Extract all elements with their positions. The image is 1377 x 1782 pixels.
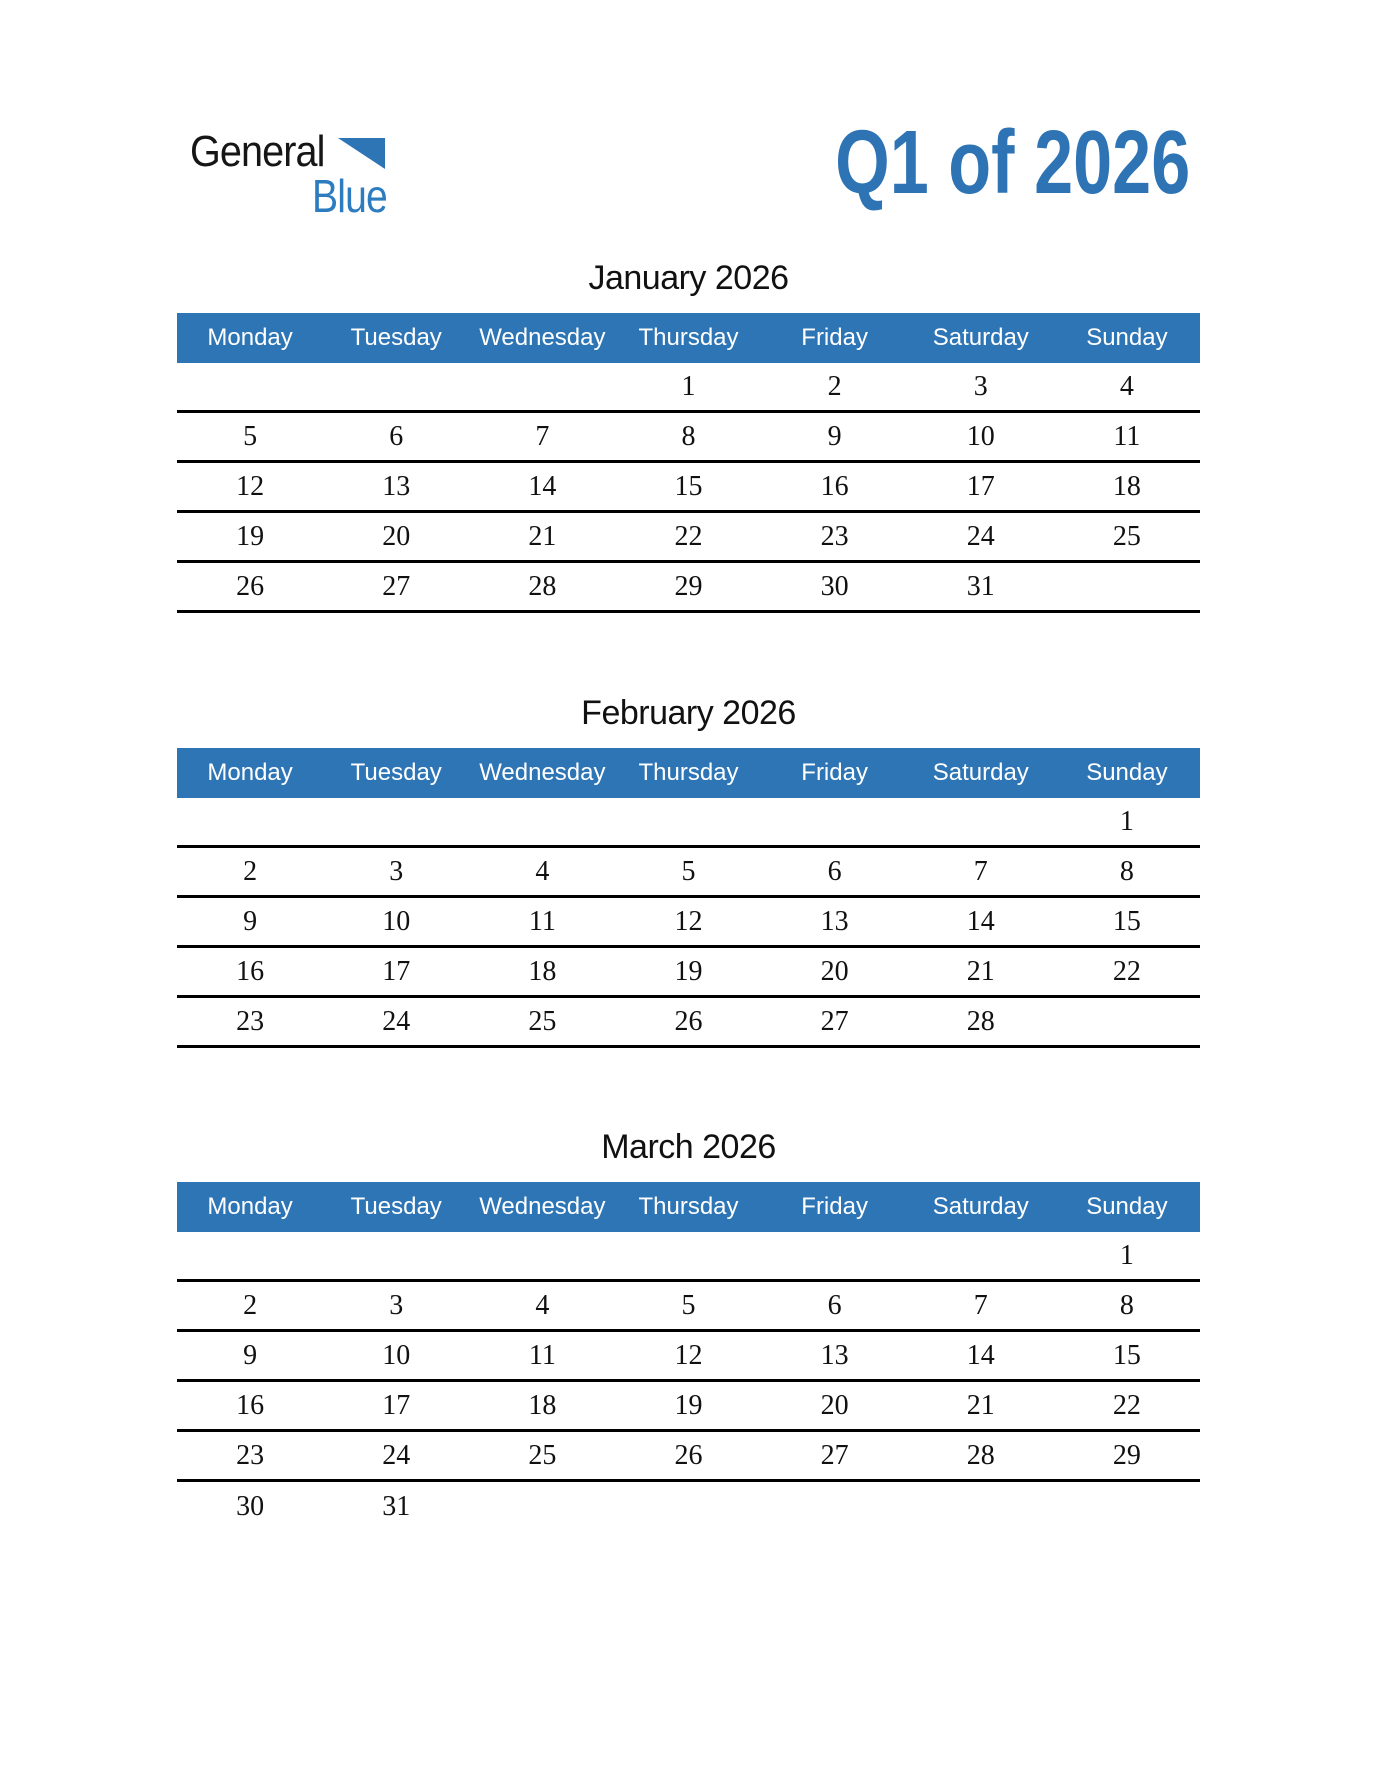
general-blue-logo <box>190 127 387 222</box>
week-row <box>177 1382 1200 1432</box>
date-cell: 4 <box>1119 370 1134 402</box>
date-cell: 30 <box>820 570 849 602</box>
date-cell: 14 <box>966 905 995 937</box>
weekday-label: Tuesday <box>350 324 442 351</box>
date-cell: 27 <box>820 1439 849 1471</box>
month-title: February 2026 <box>581 694 796 732</box>
date-cell: 14 <box>966 1339 995 1371</box>
week-row <box>177 898 1200 948</box>
date-cell: 11 <box>1113 420 1141 452</box>
date-cell: 7 <box>973 1289 988 1321</box>
date-cell: 21 <box>528 520 557 552</box>
weekday-label: Monday <box>207 1193 293 1220</box>
date-cell: 27 <box>820 1005 849 1037</box>
date-cell: 16 <box>236 955 265 987</box>
date-cell: 26 <box>674 1439 703 1471</box>
date-cell: 14 <box>528 470 557 502</box>
weekday-label: Saturday <box>932 1193 1029 1220</box>
weekday-label: Sunday <box>1086 1193 1168 1220</box>
date-cell: 15 <box>1112 1339 1141 1371</box>
date-cell: 17 <box>382 955 411 987</box>
weekday-header <box>177 313 1200 363</box>
blue-triangle-icon <box>338 138 385 169</box>
weekday-label: Saturday <box>932 324 1029 351</box>
date-cell: 17 <box>966 470 995 502</box>
date-cell: 29 <box>674 570 703 602</box>
week-row <box>177 998 1200 1048</box>
week-row <box>177 1432 1200 1482</box>
date-cell: 20 <box>820 1389 849 1421</box>
date-cell: 28 <box>528 570 557 602</box>
week-row <box>177 463 1200 513</box>
date-cell: 29 <box>1112 1439 1141 1471</box>
date-cell: 22 <box>1112 955 1141 987</box>
week-row <box>177 1482 1200 1532</box>
weekday-header <box>177 1182 1200 1232</box>
date-cell: 21 <box>966 1389 995 1421</box>
date-cell: 10 <box>382 905 411 937</box>
date-cell: 17 <box>382 1389 411 1421</box>
date-cell: 2 <box>243 855 258 887</box>
weekday-label: Wednesday <box>479 324 606 351</box>
week-row <box>177 1232 1200 1282</box>
date-cell: 15 <box>1112 905 1141 937</box>
date-cell: 15 <box>674 470 703 502</box>
date-cell: 8 <box>681 420 696 452</box>
date-cell: 19 <box>674 1389 703 1421</box>
weekday-label: Saturday <box>932 759 1029 786</box>
date-cell: 9 <box>827 420 842 452</box>
date-grid <box>177 798 1200 1048</box>
date-cell: 30 <box>236 1491 265 1522</box>
date-cell: 18 <box>528 1389 557 1421</box>
date-cell: 31 <box>966 570 995 602</box>
week-row <box>177 413 1200 463</box>
date-cell: 4 <box>535 855 550 887</box>
weekday-label: Thursday <box>638 1193 739 1220</box>
month-title: March 2026 <box>601 1128 776 1166</box>
date-cell: 26 <box>236 570 265 602</box>
date-cell: 5 <box>681 1289 696 1321</box>
date-cell: 21 <box>966 955 995 987</box>
month-section-march <box>177 1127 1200 1532</box>
weekday-label: Monday <box>207 324 293 351</box>
date-cell: 28 <box>966 1439 995 1471</box>
weekday-label: Monday <box>207 759 293 786</box>
date-cell: 1 <box>1119 805 1134 837</box>
date-cell: 23 <box>236 1439 265 1471</box>
date-cell: 2 <box>827 370 842 402</box>
week-row <box>177 948 1200 998</box>
weekday-label: Friday <box>801 324 868 351</box>
date-cell: 16 <box>236 1389 265 1421</box>
date-cell: 13 <box>820 1339 849 1371</box>
week-row <box>177 513 1200 563</box>
date-cell: 2 <box>243 1289 258 1321</box>
quarter-title: Q1 of 2026 <box>834 113 1190 213</box>
weekday-label: Friday <box>801 759 868 786</box>
date-cell: 11 <box>528 905 556 937</box>
date-cell: 19 <box>674 955 703 987</box>
date-cell: 27 <box>382 570 411 602</box>
date-cell: 18 <box>528 955 557 987</box>
date-grid <box>177 1232 1200 1532</box>
week-row <box>177 363 1200 413</box>
date-cell: 24 <box>966 520 995 552</box>
date-cell: 26 <box>674 1005 703 1037</box>
date-cell: 9 <box>243 1339 258 1371</box>
date-cell: 5 <box>681 855 696 887</box>
date-cell: 5 <box>243 420 258 452</box>
date-cell: 23 <box>236 1005 265 1037</box>
date-cell: 25 <box>528 1005 557 1037</box>
date-cell: 13 <box>382 470 411 502</box>
date-cell: 3 <box>973 370 988 402</box>
date-cell: 10 <box>966 420 995 452</box>
month-section-february <box>177 693 1200 1048</box>
weekday-label: Wednesday <box>479 759 606 786</box>
weekday-label: Thursday <box>638 759 739 786</box>
date-cell: 3 <box>389 1289 404 1321</box>
week-row <box>177 1282 1200 1332</box>
date-cell: 8 <box>1119 855 1134 887</box>
date-cell: 13 <box>820 905 849 937</box>
date-cell: 31 <box>382 1491 411 1522</box>
weekday-label: Tuesday <box>350 759 442 786</box>
date-cell: 25 <box>1112 520 1141 552</box>
date-cell: 23 <box>820 520 849 552</box>
date-cell: 11 <box>528 1339 556 1371</box>
week-row <box>177 798 1200 848</box>
month-title: January 2026 <box>588 259 789 297</box>
date-cell: 18 <box>1112 470 1141 502</box>
date-cell: 16 <box>820 470 849 502</box>
date-cell: 7 <box>973 855 988 887</box>
weekday-label: Friday <box>801 1193 868 1220</box>
date-cell: 12 <box>236 470 265 502</box>
date-cell: 9 <box>243 905 258 937</box>
date-cell: 7 <box>535 420 550 452</box>
date-cell: 1 <box>681 370 696 402</box>
date-cell: 20 <box>382 520 411 552</box>
logo-text-blue: Blue <box>312 170 387 222</box>
date-cell: 6 <box>389 420 404 452</box>
month-section-january <box>177 258 1200 613</box>
date-cell: 25 <box>528 1439 557 1471</box>
date-cell: 24 <box>382 1005 411 1037</box>
weekday-label: Tuesday <box>350 1193 442 1220</box>
date-cell: 22 <box>674 520 703 552</box>
date-cell: 28 <box>966 1005 995 1037</box>
date-cell: 12 <box>674 1339 703 1371</box>
logo-text-general: General <box>190 127 325 176</box>
date-cell: 6 <box>827 1289 842 1321</box>
date-cell: 24 <box>382 1439 411 1471</box>
date-cell: 19 <box>236 520 265 552</box>
weekday-label: Sunday <box>1086 324 1168 351</box>
weekday-label: Thursday <box>638 324 739 351</box>
week-row <box>177 848 1200 898</box>
weekday-label: Sunday <box>1086 759 1168 786</box>
date-grid <box>177 363 1200 613</box>
date-cell: 3 <box>389 855 404 887</box>
date-cell: 22 <box>1112 1389 1141 1421</box>
date-cell: 12 <box>674 905 703 937</box>
weekday-label: Wednesday <box>479 1193 606 1220</box>
date-cell: 10 <box>382 1339 411 1371</box>
date-cell: 4 <box>535 1289 550 1321</box>
date-cell: 20 <box>820 955 849 987</box>
date-cell: 1 <box>1119 1239 1134 1271</box>
week-row <box>177 563 1200 613</box>
date-cell: 6 <box>827 855 842 887</box>
weekday-header <box>177 748 1200 798</box>
date-cell: 8 <box>1119 1289 1134 1321</box>
week-row <box>177 1332 1200 1382</box>
